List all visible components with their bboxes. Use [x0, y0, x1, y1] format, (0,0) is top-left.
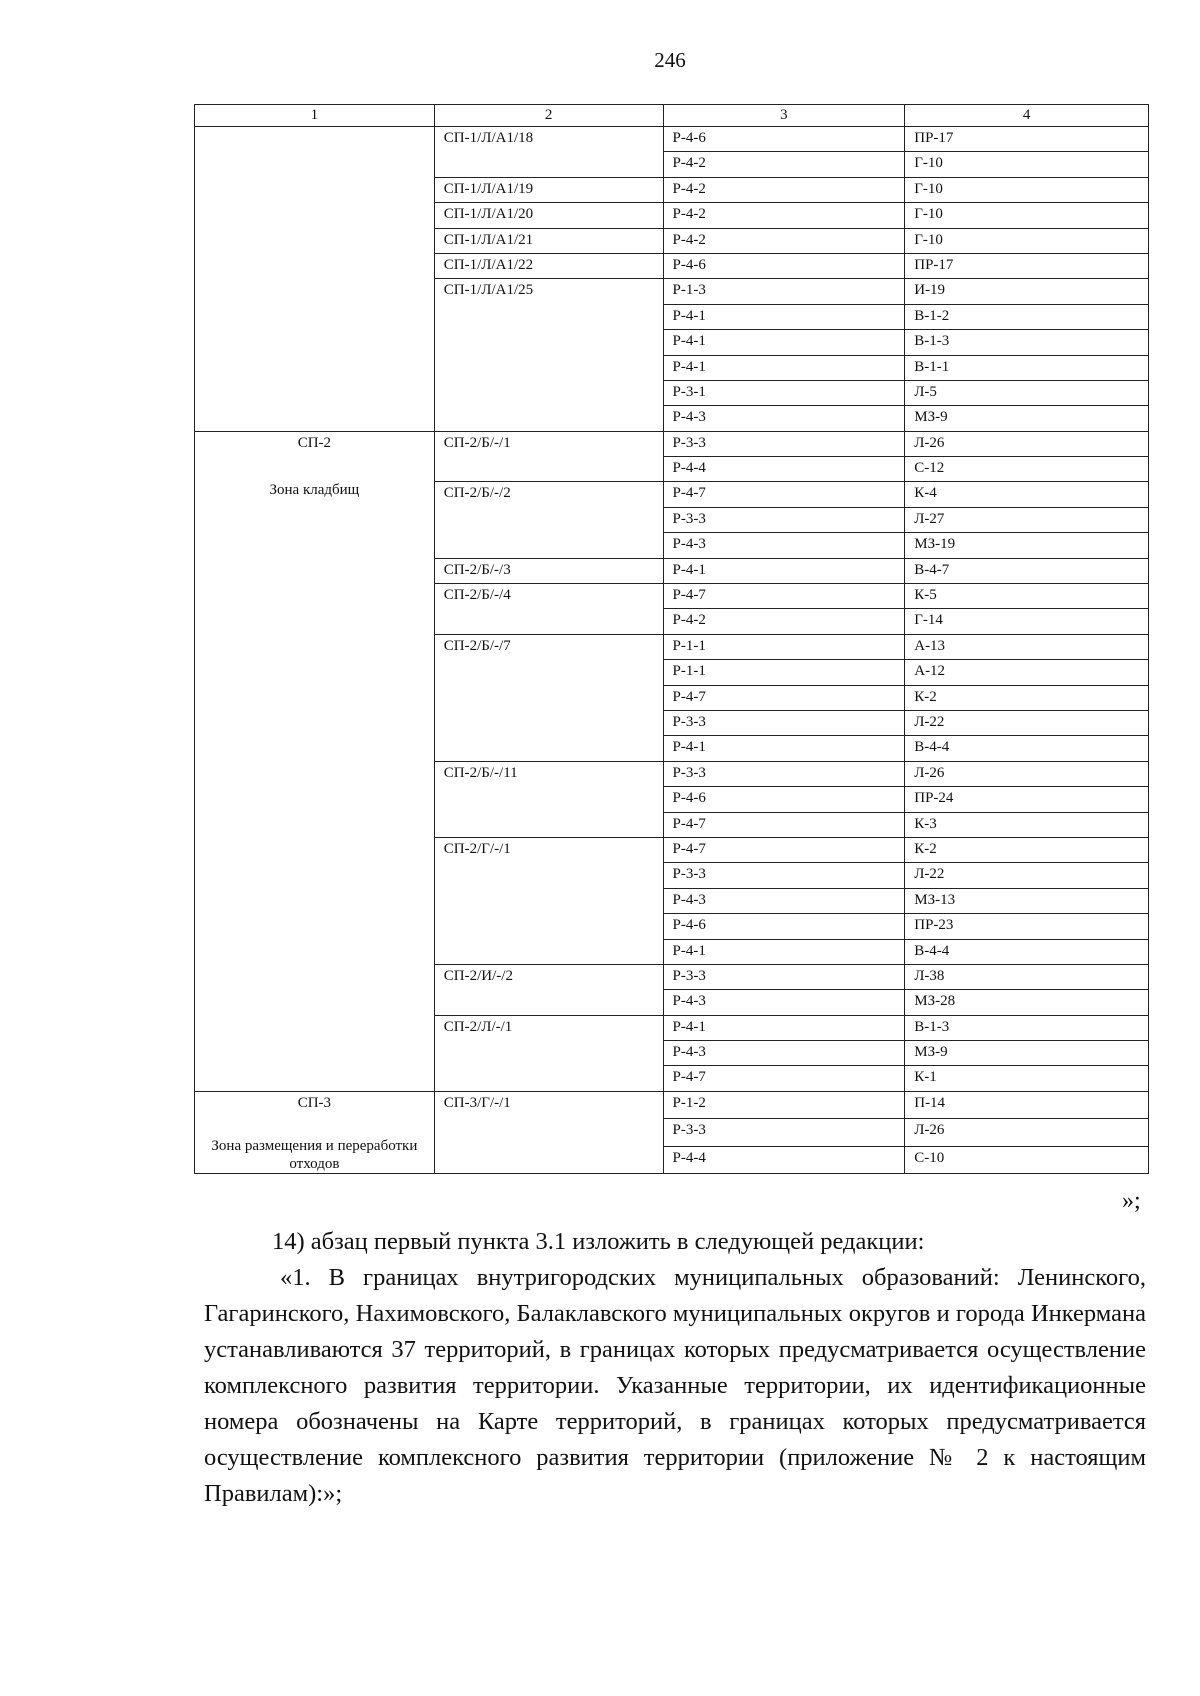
regulation-code-cell: Р-1-1: [663, 634, 905, 659]
regulation-code-cell: Р-3-3: [663, 863, 905, 888]
regulation-code-cell: Р-1-2: [663, 1091, 905, 1118]
section-code-cell: СП-2/Б/-/4: [434, 584, 663, 635]
parcel-code-cell: Л-22: [905, 710, 1149, 735]
page-number: 246: [654, 48, 686, 72]
zone-cell: [195, 127, 435, 432]
parcel-code-cell: Л-26: [905, 431, 1149, 456]
parcel-code-cell: ПР-17: [905, 127, 1149, 152]
parcel-code-cell: ПР-24: [905, 787, 1149, 812]
regulation-code-cell: Р-3-1: [663, 380, 905, 405]
parcel-code-cell: Л-22: [905, 863, 1149, 888]
regulation-code-cell: Р-4-3: [663, 533, 905, 558]
section-code-cell: СП-2/Г/-/1: [434, 837, 663, 964]
regulation-code-cell: Р-4-2: [663, 203, 905, 228]
parcel-code-cell: В-1-1: [905, 355, 1149, 380]
parcel-code-cell: К-1: [905, 1066, 1149, 1091]
parcel-code-cell: В-4-7: [905, 558, 1149, 583]
body-text: [204, 1224, 1146, 1512]
regulation-code-cell: Р-1-1: [663, 660, 905, 685]
parcel-code-cell: К-4: [905, 482, 1149, 507]
regulation-code-cell: Р-4-1: [663, 736, 905, 761]
section-code-cell: СП-2/Л/-/1: [434, 1015, 663, 1091]
regulation-code-cell: Р-4-2: [663, 152, 905, 177]
parcel-code-cell: К-3: [905, 812, 1149, 837]
regulation-code-cell: Р-1-3: [663, 279, 905, 304]
regulation-code-cell: Р-4-7: [663, 1066, 905, 1091]
zone-code: СП-2: [297, 434, 332, 451]
parcel-code-cell: К-5: [905, 584, 1149, 609]
regulation-code-cell: Р-4-7: [663, 812, 905, 837]
regulation-code-cell: Р-4-4: [663, 1146, 905, 1173]
parcel-code-cell: В-1-2: [905, 304, 1149, 329]
section-code-cell: СП-2/Б/-/2: [434, 482, 663, 558]
regulation-code-cell: Р-4-2: [663, 228, 905, 253]
zone-cell: [195, 431, 435, 1091]
parcel-code-cell: В-1-3: [905, 330, 1149, 355]
section-code-cell: СП-2/Б/-/3: [434, 558, 663, 583]
section-code-cell: СП-1/Л/А1/22: [434, 253, 663, 278]
parcel-code-cell: Г-10: [905, 203, 1149, 228]
parcel-code-cell: И-19: [905, 279, 1149, 304]
regulation-code-cell: Р-4-1: [663, 939, 905, 964]
parcel-code-cell: МЗ-19: [905, 533, 1149, 558]
parcel-code-cell: Л-27: [905, 507, 1149, 532]
parcel-code-cell: В-4-4: [905, 736, 1149, 761]
column-header-4: 4: [905, 105, 1149, 127]
regulation-code-cell: Р-3-3: [663, 1119, 905, 1146]
parcel-code-cell: С-12: [905, 457, 1149, 482]
table-row: [195, 431, 1149, 456]
parcel-code-cell: А-12: [905, 660, 1149, 685]
section-code-cell: СП-3/Г/-/1: [434, 1091, 663, 1173]
parcel-code-cell: А-13: [905, 634, 1149, 659]
parcel-code-cell: МЗ-9: [905, 406, 1149, 431]
table-row: [195, 1091, 1149, 1118]
column-header-3: 3: [663, 105, 905, 127]
section-code-cell: СП-1/Л/А1/19: [434, 177, 663, 202]
zone-code: СП-3: [297, 1094, 332, 1111]
regulation-code-cell: Р-4-6: [663, 253, 905, 278]
regulation-code-cell: Р-4-1: [663, 1015, 905, 1040]
regulation-code-cell: Р-4-2: [663, 609, 905, 634]
zone-name: Зона размещения и переработки отходов: [211, 1137, 418, 1172]
regulation-code-cell: Р-4-6: [663, 787, 905, 812]
regulation-code-cell: Р-4-3: [663, 406, 905, 431]
parcel-code-cell: В-1-3: [905, 1015, 1149, 1040]
regulation-code-cell: Р-4-3: [663, 1041, 905, 1066]
regulation-code-cell: Р-3-3: [663, 507, 905, 532]
regulation-code-cell: Р-4-7: [663, 685, 905, 710]
regulation-code-cell: Р-4-1: [663, 355, 905, 380]
parcel-code-cell: П-14: [905, 1091, 1149, 1118]
zone-cell: [195, 1091, 435, 1173]
parcel-code-cell: Л-26: [905, 761, 1149, 786]
parcel-code-cell: Л-26: [905, 1119, 1149, 1146]
regulation-code-cell: Р-4-6: [663, 914, 905, 939]
section-code-cell: СП-1/Л/А1/25: [434, 279, 663, 431]
column-header-1: 1: [195, 105, 435, 127]
regulation-code-cell: Р-4-7: [663, 482, 905, 507]
regulation-code-cell: Р-4-1: [663, 558, 905, 583]
section-code-cell: СП-1/Л/А1/18: [434, 127, 663, 178]
regulation-code-cell: Р-4-6: [663, 127, 905, 152]
regulation-code-cell: Р-4-7: [663, 837, 905, 862]
parcel-code-cell: Г-10: [905, 152, 1149, 177]
regulation-code-cell: Р-4-1: [663, 330, 905, 355]
regulation-code-cell: Р-4-3: [663, 990, 905, 1015]
regulation-code-cell: Р-4-7: [663, 584, 905, 609]
parcel-code-cell: Л-5: [905, 380, 1149, 405]
table-row: [195, 127, 1149, 152]
regulation-code-cell: Р-3-3: [663, 964, 905, 989]
section-code-cell: СП-2/И/-/2: [434, 964, 663, 1015]
table-body: [195, 127, 1149, 1174]
parcel-code-cell: К-2: [905, 685, 1149, 710]
section-code-cell: СП-1/Л/А1/21: [434, 228, 663, 253]
parcel-code-cell: К-2: [905, 837, 1149, 862]
regulation-code-cell: Р-3-3: [663, 710, 905, 735]
regulation-code-cell: Р-4-4: [663, 457, 905, 482]
parcel-code-cell: МЗ-28: [905, 990, 1149, 1015]
parcel-code-cell: Г-10: [905, 228, 1149, 253]
regulation-code-cell: Р-3-3: [663, 761, 905, 786]
section-code-cell: СП-2/Б/-/7: [434, 634, 663, 761]
regulation-code-cell: Р-3-3: [663, 431, 905, 456]
column-header-2: 2: [434, 105, 663, 127]
parcel-code-cell: МЗ-13: [905, 888, 1149, 913]
closing-quote: »;: [1122, 1188, 1141, 1214]
paragraph-amendment: 14) абзац первый пункта 3.1 изложить в следующей редакции:: [272, 1228, 925, 1255]
parcel-code-cell: Г-10: [905, 177, 1149, 202]
section-code-cell: СП-1/Л/А1/20: [434, 203, 663, 228]
table-header-row: [195, 105, 1149, 127]
paragraph-clause-1: «1. В границах внутригородских муниципальных образований: Ленинского, Гагаринского, Нахимовского, Балаклавского муниципальных округов и города Инкермана устанавливаются 37 территорий, в границах которых предусматривается осуществление комплексного развития территории. Указанные территории, их идентификационные номера обозначены на Карте территорий, в границах которых предусматривается осуществление комплексного развития территории (приложение № 2 к настоящим Правилам):»;: [204, 1264, 1146, 1507]
zone-name: Зона кладбищ: [269, 481, 360, 498]
parcel-code-cell: С-10: [905, 1146, 1149, 1173]
parcel-code-cell: МЗ-9: [905, 1041, 1149, 1066]
parcel-code-cell: ПР-23: [905, 914, 1149, 939]
regulation-code-cell: Р-4-3: [663, 888, 905, 913]
zones-table: [194, 104, 1149, 1174]
section-code-cell: СП-2/Б/-/1: [434, 431, 663, 482]
parcel-code-cell: ПР-17: [905, 253, 1149, 278]
parcel-code-cell: В-4-4: [905, 939, 1149, 964]
parcel-code-cell: Л-38: [905, 964, 1149, 989]
section-code-cell: СП-2/Б/-/11: [434, 761, 663, 837]
regulation-code-cell: Р-4-2: [663, 177, 905, 202]
parcel-code-cell: Г-14: [905, 609, 1149, 634]
regulation-code-cell: Р-4-1: [663, 304, 905, 329]
